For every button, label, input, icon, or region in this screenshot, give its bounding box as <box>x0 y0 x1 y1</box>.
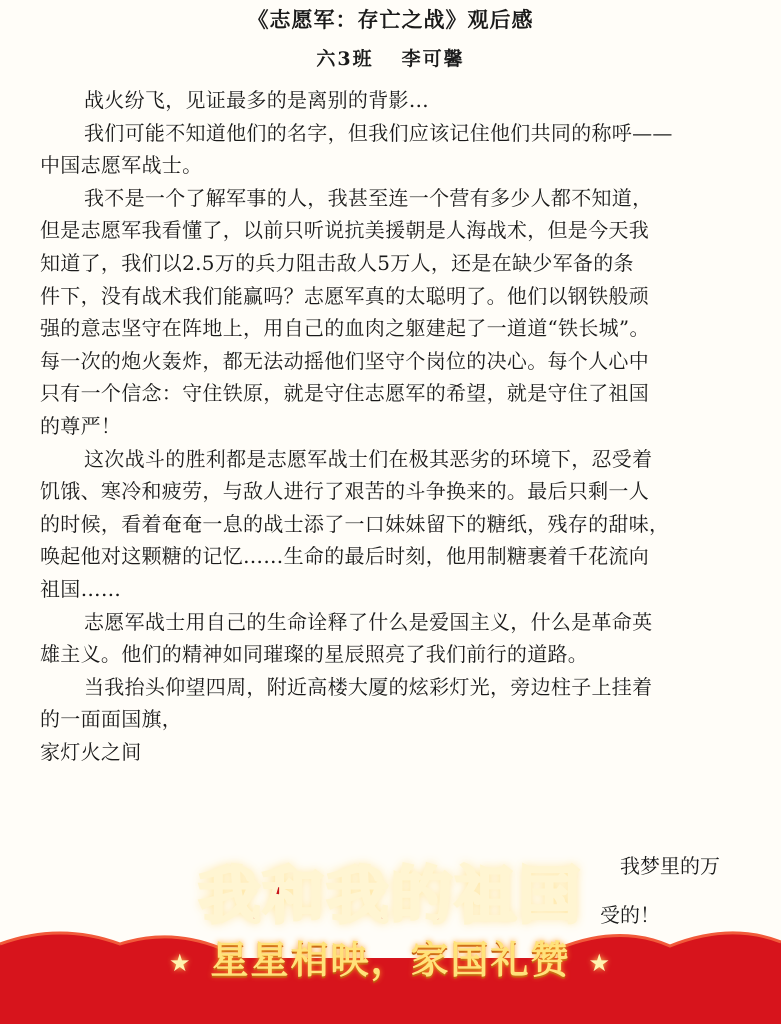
banner-title: 我和我的祖国 <box>198 859 583 932</box>
essay-line: 我不是一个了解军事的人，我甚至连一个营有多少人都不知道， <box>84 185 653 210</box>
partial-text-right-2: 受的！ <box>600 903 660 927</box>
essay-line: 唤起他对这颗糖的记忆……生命的最后时刻，他用制糖裹着千花流向 <box>40 544 649 569</box>
essay-body <box>40 84 740 768</box>
essay-line: 每一次的炮火轰炸，都无法动摇他们坚守个岗位的决心。每个人心中 <box>40 348 649 373</box>
essay-line: 只有一个信念：守住铁原，就是守住志愿军的希望，就是守住了祖国 <box>40 381 649 406</box>
star-right-icon: ★ <box>588 948 613 977</box>
document-title: 《志愿军：存亡之战》观后感 <box>247 7 534 32</box>
essay-line: 饥饿、寒冷和疲劳，与敌人进行了艰苦的斗争换来的。最后只剩一人 <box>40 479 649 504</box>
essay-line: 件下，没有战术我们能赢吗？志愿军真的太聪明了。他们以钢铁般顽 <box>40 283 649 308</box>
essay-line: 的尊严！ <box>40 413 122 438</box>
essay-line: 知道了，我们以2.5万的兵力阻击敌人5万人，还是在缺少军备的条 <box>40 250 634 275</box>
essay-line: 我们可能不知道他们的名字，但我们应该记住他们共同的称呼—— <box>84 120 673 145</box>
banner-subtitle-text: 星星相映，家国礼赞 <box>210 938 571 982</box>
essay-line: 雄主义。他们的精神如同璀璨的星辰照亮了我们前行的道路。 <box>40 642 589 667</box>
essay-line: 家灯火之间 <box>40 739 142 764</box>
author-name: 李可馨 <box>401 48 465 70</box>
essay-line: 志愿军战士用自己的生命诠释了什么是爱国主义，什么是革命英 <box>84 609 653 634</box>
essay-line: 但是志愿军我看懂了，以前只听说抗美援朝是人海战术，但是今天我 <box>40 218 649 243</box>
banner-subtitle <box>0 929 781 984</box>
essay-line: 的时候，看着奄奄一息的战士添了一口妹妹留下的糖纸，残存的甜味， <box>40 511 670 536</box>
author-byline <box>0 44 781 71</box>
essay-line: 中国志愿军战士。 <box>40 153 203 178</box>
essay-line: 战火纷飞，见证最多的是离别的背影… <box>84 88 430 112</box>
essay-line: 的一面面国旗， <box>40 707 183 732</box>
essay-line: 这次战斗的胜利都是志愿军战士们在极其恶劣的环境下，忍受着 <box>84 446 653 471</box>
essay-line: 当我抬头仰望四周，附近高楼大厦的炫彩灯光，旁边柱子上挂着 <box>84 674 653 699</box>
essay-line: 祖国…… <box>40 576 122 601</box>
essay-line: 强的意志坚守在阵地上，用自己的血肉之躯建起了一道道“铁长城”。 <box>40 316 650 341</box>
star-left-icon: ★ <box>168 948 193 977</box>
partial-text-right-1: 我梦里的万 <box>620 854 720 878</box>
class-label: 六3班 <box>316 48 374 70</box>
